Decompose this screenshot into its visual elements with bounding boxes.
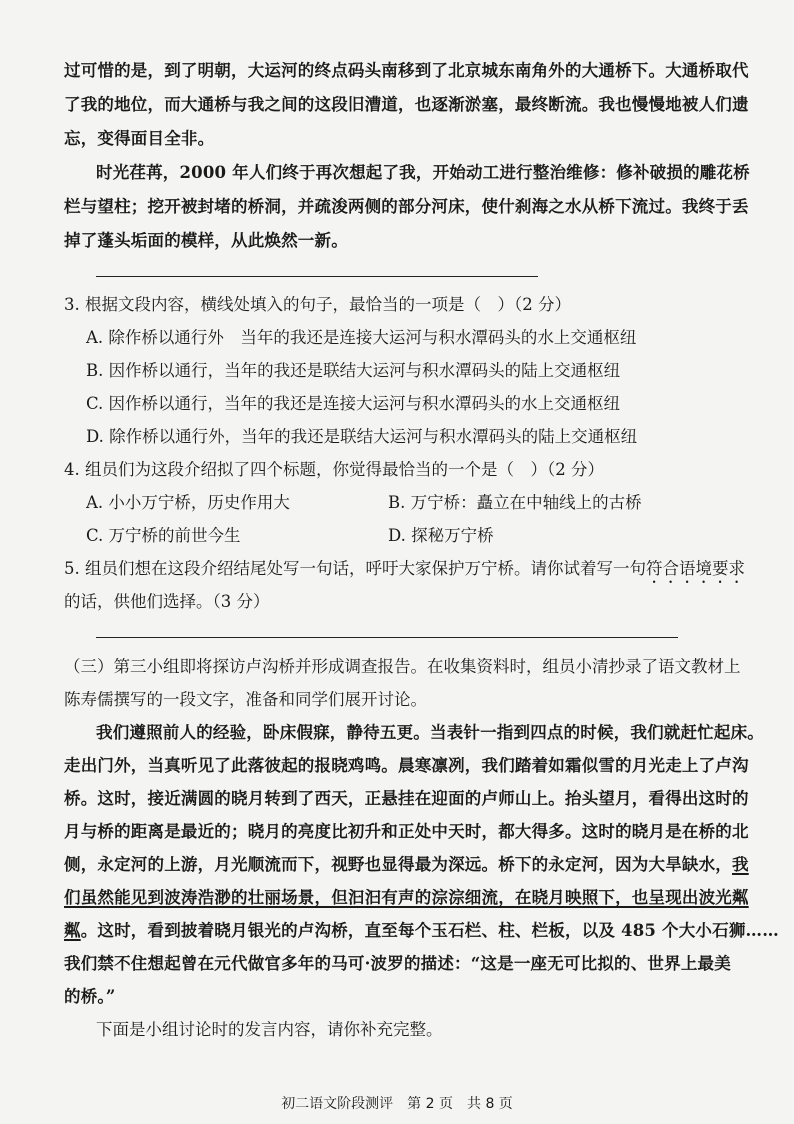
section-3-intro: （三）第三小组即将探访卢沟桥并形成调查报告。在收集资料时，组员小清抄录了语文教材上 bbox=[64, 657, 741, 676]
excerpt-line: 桥。这时，接近满圆的晓月转到了西天，正悬挂在迎面的卢师山上。抬头望月，看得出这时的 bbox=[64, 789, 749, 808]
excerpt-line: 我们禁不住想起曾在元代做官多年的马可·波罗的描述：“这是一座无可比拟的、世界上最美 bbox=[64, 954, 731, 973]
question-3-stem: 3. 根据文段内容，横线处填入的句子，最恰当的一项是（ ）（2 分） bbox=[64, 295, 571, 314]
passage-line: 时光荏苒，2000 年人们终于再次想起了我，开始动工进行整治维修：修补破损的雕花桥 bbox=[96, 163, 750, 182]
underlined-sentence: 我 bbox=[732, 855, 749, 874]
underlined-sentence: 粼 bbox=[64, 921, 81, 940]
passage-line: 栏与望柱；挖开被封堵的桥洞，并疏浚两侧的部分河床，使什刹海之水从桥下流过。我终于丢 bbox=[64, 197, 749, 216]
question-4-stem: 4. 组员们为这段介绍拟了四个标题，你觉得最恰当的一个是（ ）（2 分） bbox=[64, 460, 604, 479]
passage-line: 掉了蓬头垢面的模样，从此焕然一新。 bbox=[64, 231, 348, 250]
q4-option-b[interactable]: B. 万宁桥：矗立在中轴线上的古桥 bbox=[388, 493, 642, 512]
excerpt-text: 侧，永定河的上游，月光顺流而下，视野也显得最为深远。桥下的永定河，因为大旱缺水， bbox=[64, 855, 732, 874]
q4-option-a[interactable]: A. 小小万宁桥，历史作用大 bbox=[86, 493, 290, 512]
passage-line: 忘，变得面目全非。 bbox=[64, 129, 215, 148]
discussion-prompt: 下面是小组讨论时的发言内容，请你补充完整。 bbox=[96, 1020, 443, 1039]
q3-option-b[interactable]: B. 因作桥以通行，当年的我还是联结大运河与积水潭码头的陆上交通枢纽 bbox=[86, 361, 621, 380]
q3-option-c[interactable]: C. 因作桥以通行，当年的我还是连接大运河与积水潭码头的水上交通枢纽 bbox=[86, 394, 621, 413]
q4-option-d[interactable]: D. 探秘万宁桥 bbox=[388, 526, 494, 545]
underlined-sentence: 们虽然能见到波涛浩渺的壮丽场景，但汩汩有声的淙淙细流，在晓月映照下，也呈现出波光粼 bbox=[64, 888, 749, 907]
excerpt-line bbox=[64, 854, 749, 876]
q3-option-d[interactable]: D. 除作桥以通行外，当年的我还是联结大运河与积水潭码头的陆上交通枢纽 bbox=[86, 427, 638, 446]
excerpt-line: 我们遵照前人的经验，卧床假寐，静待五更。当表针一指到四点的时候，我们就赶忙起床。 bbox=[96, 723, 764, 742]
q5-emphasis-text: 符合语境要求 bbox=[646, 559, 745, 578]
passage-line: 过可惜的是，到了明朝，大运河的终点码头南移到了北京城东南角外的大通桥下。大通桥取代 bbox=[64, 61, 749, 80]
question-5-stem-line2: 的话，供他们选择。（3 分） bbox=[64, 592, 270, 611]
excerpt-text: 。这时，看到披着晓月银光的卢沟桥，直至每个玉石栏、柱、栏板，以及 485 个大小石狮…… bbox=[80, 921, 779, 940]
excerpt-line: 月与桥的距离是最近的；晓月的亮度比初升和正处中天时，都大得多。这时的晓月是在桥的北 bbox=[64, 822, 749, 841]
excerpt-line bbox=[64, 920, 779, 942]
answer-blank-line[interactable] bbox=[96, 637, 678, 638]
q5-stem-main: 5. 组员们想在这段介绍结尾处写一句话，呼吁大家保护万宁桥。请你试着写一句 bbox=[64, 559, 646, 578]
section-3-intro: 陈寿儒撰写的一段文字，准备和同学们展开讨论。 bbox=[64, 690, 427, 709]
q4-option-c[interactable]: C. 万宁桥的前世今生 bbox=[86, 526, 241, 545]
question-5-stem bbox=[64, 558, 745, 587]
answer-blank-line[interactable] bbox=[96, 276, 538, 277]
passage-line: 了我的地位，而大通桥与我之间的这段旧漕道，也逐渐淤塞，最终断流。我也慢慢地被人们遗 bbox=[64, 95, 749, 114]
q3-option-a[interactable]: A. 除作桥以通行外 当年的我还是连接大运河与积水潭码头的水上交通枢纽 bbox=[86, 328, 637, 347]
excerpt-line: 走出门外，当真听见了此落彼起的报晓鸡鸣。晨寒凛冽，我们踏着如霜似雪的月光走上了卢沟 bbox=[64, 756, 749, 775]
excerpt-line: 的桥。” bbox=[64, 987, 116, 1006]
page-footer: 初二语文阶段测评 第 2 页 共 8 页 bbox=[281, 1096, 513, 1112]
